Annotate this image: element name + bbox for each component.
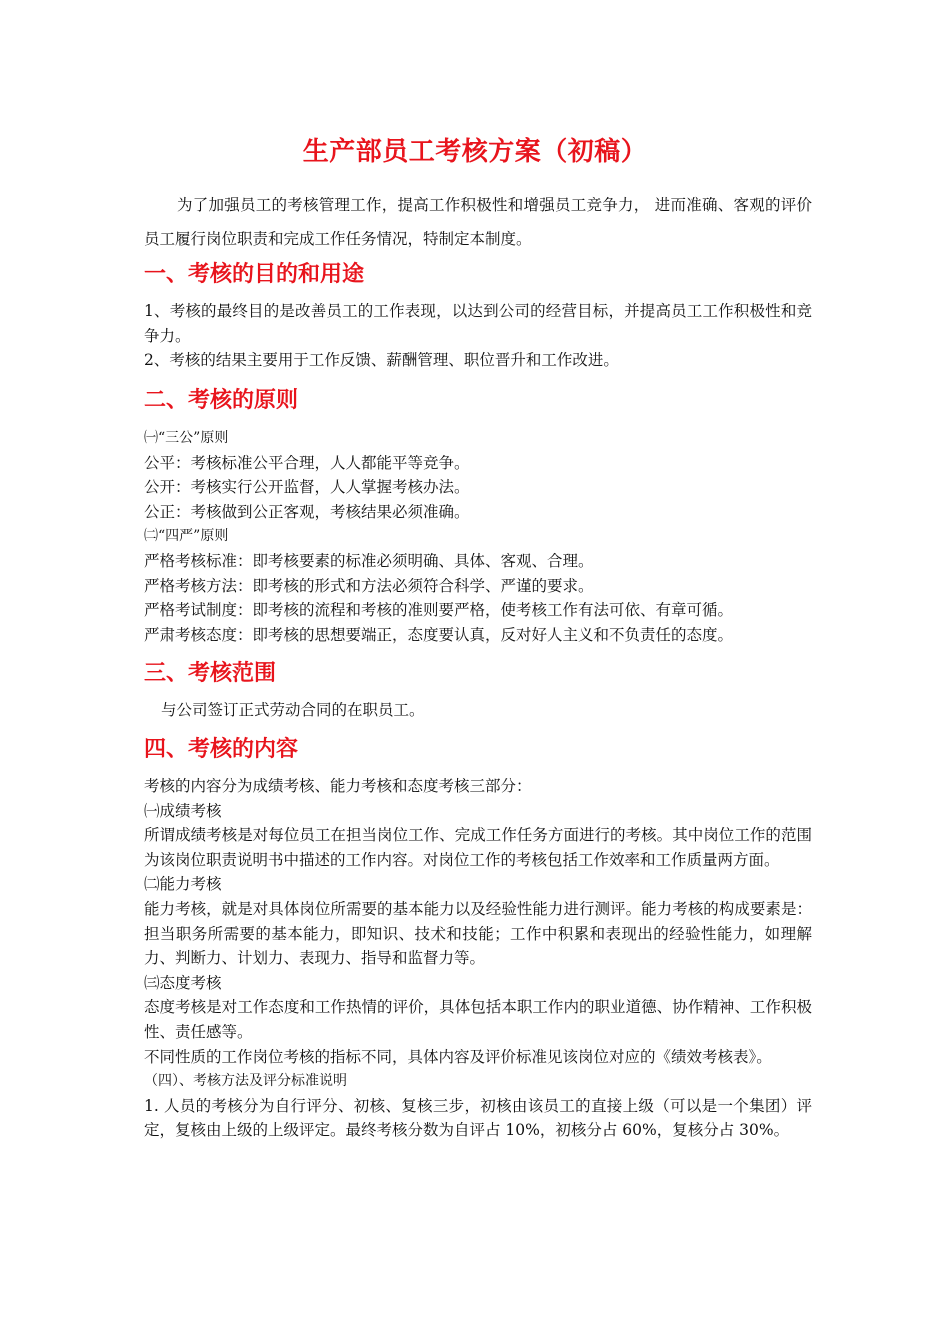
section-purpose-body — [144, 299, 812, 373]
principle-strict-standard: 严格考核标准：即考核要素的标准必须明确、具体、客观、合理。 — [144, 551, 594, 570]
content-sub-method: （四）、考核方法及评分标准说明 — [144, 1073, 347, 1090]
purpose-item-2: 2、考核的结果主要用于工作反馈、薪酬管理、职位晋升和工作改进。 — [144, 351, 619, 370]
section-content-body — [144, 774, 812, 1143]
content-performance-text: 所谓成绩考核是对每位员工在担当岗位工作、完成工作任务方面进行的考核。其中岗位工作的范围为该岗位职责说明书中描述的工作内容。对岗位工作的考核包括工作效率和工作质量两方面。 — [144, 826, 812, 869]
purpose-item-1: 1、考核的最终目的是改善员工的工作表现，以达到公司的经营目标，并提高员工工作积极性和竞争力。 — [144, 302, 812, 345]
principle-just: 公正：考核做到公正客观，考核结果必须准确。 — [144, 502, 470, 521]
principle-fair: 公平：考核标准公平合理，人人都能平等竞争。 — [144, 453, 470, 472]
section-heading-content: 四、考核的内容 — [144, 736, 299, 762]
principle-open: 公开：考核实行公开监督，人人掌握考核办法。 — [144, 478, 470, 497]
document-title: 生产部员工考核方案（初稿） — [302, 137, 648, 167]
intro-paragraph: 为了加强员工的考核管理工作，提高工作积极性和增强员工竞争力， 进而准确、客观的评价员工履行岗位职责和完成工作任务情况，特制定本制度。 — [144, 196, 812, 248]
content-sub-performance: ㈠成绩考核 — [144, 801, 222, 820]
section-principles-body — [144, 426, 812, 647]
content-lead: 考核的内容分为成绩考核、能力考核和态度考核三部分： — [144, 777, 532, 795]
section-heading-scope: 三、考核范围 — [144, 660, 277, 686]
principle-sub-four: ㈡“四严”原则 — [144, 528, 229, 545]
scope-text: 与公司签订正式劳动合同的在职员工。 — [161, 701, 425, 719]
section-scope-body — [144, 698, 812, 723]
content-ability-text: 能力考核，就是对具体岗位所需要的基本能力以及经验性能力进行测评。能力考核的构成要素是：担当职务所需要的基本能力，即知识、技术和技能；工作中积累和表现出的经验性能力，如理解力、判断力、计划力、表现力、指导和监督力等。 — [144, 899, 812, 968]
section-heading-purpose: 一、考核的目的和用途 — [144, 261, 365, 287]
section-heading-principles: 二、考核的原则 — [144, 387, 299, 413]
content-method-text: 1. 人员的考核分为自行评分、初核、复核三步，初核由该员工的直接上级（可以是一个集团）评定，复核由上级的上级评定。最终考核分数为自评占 10%，初核分占 60%，复核分占 30%。 — [144, 1096, 812, 1140]
content-sub-ability: ㈡能力考核 — [144, 875, 222, 894]
principle-strict-system: 严格考试制度：即考核的流程和考核的准则要严格，使考核工作有法可依、有章可循。 — [144, 601, 734, 620]
content-attitude-text: 态度考核是对工作态度和工作热情的评价，具体包括本职工作内的职业道德、协作精神、工作积极性、责任感等。 — [144, 998, 812, 1041]
principle-sub-three: ㈠“三公”原则 — [144, 430, 229, 446]
principle-strict-attitude: 严肃考核态度：即考核的思想要端正，态度要认真，反对好人主义和不负责任的态度。 — [144, 625, 734, 644]
content-standards-note: 不同性质的工作岗位考核的指标不同，具体内容及评价标准见该岗位对应的《绩效考核表》。 — [144, 1047, 772, 1066]
content-sub-attitude: ㈢态度考核 — [144, 973, 222, 992]
principle-strict-method: 严格考核方法：即考核的形式和方法必须符合科学、严谨的要求。 — [144, 576, 594, 595]
